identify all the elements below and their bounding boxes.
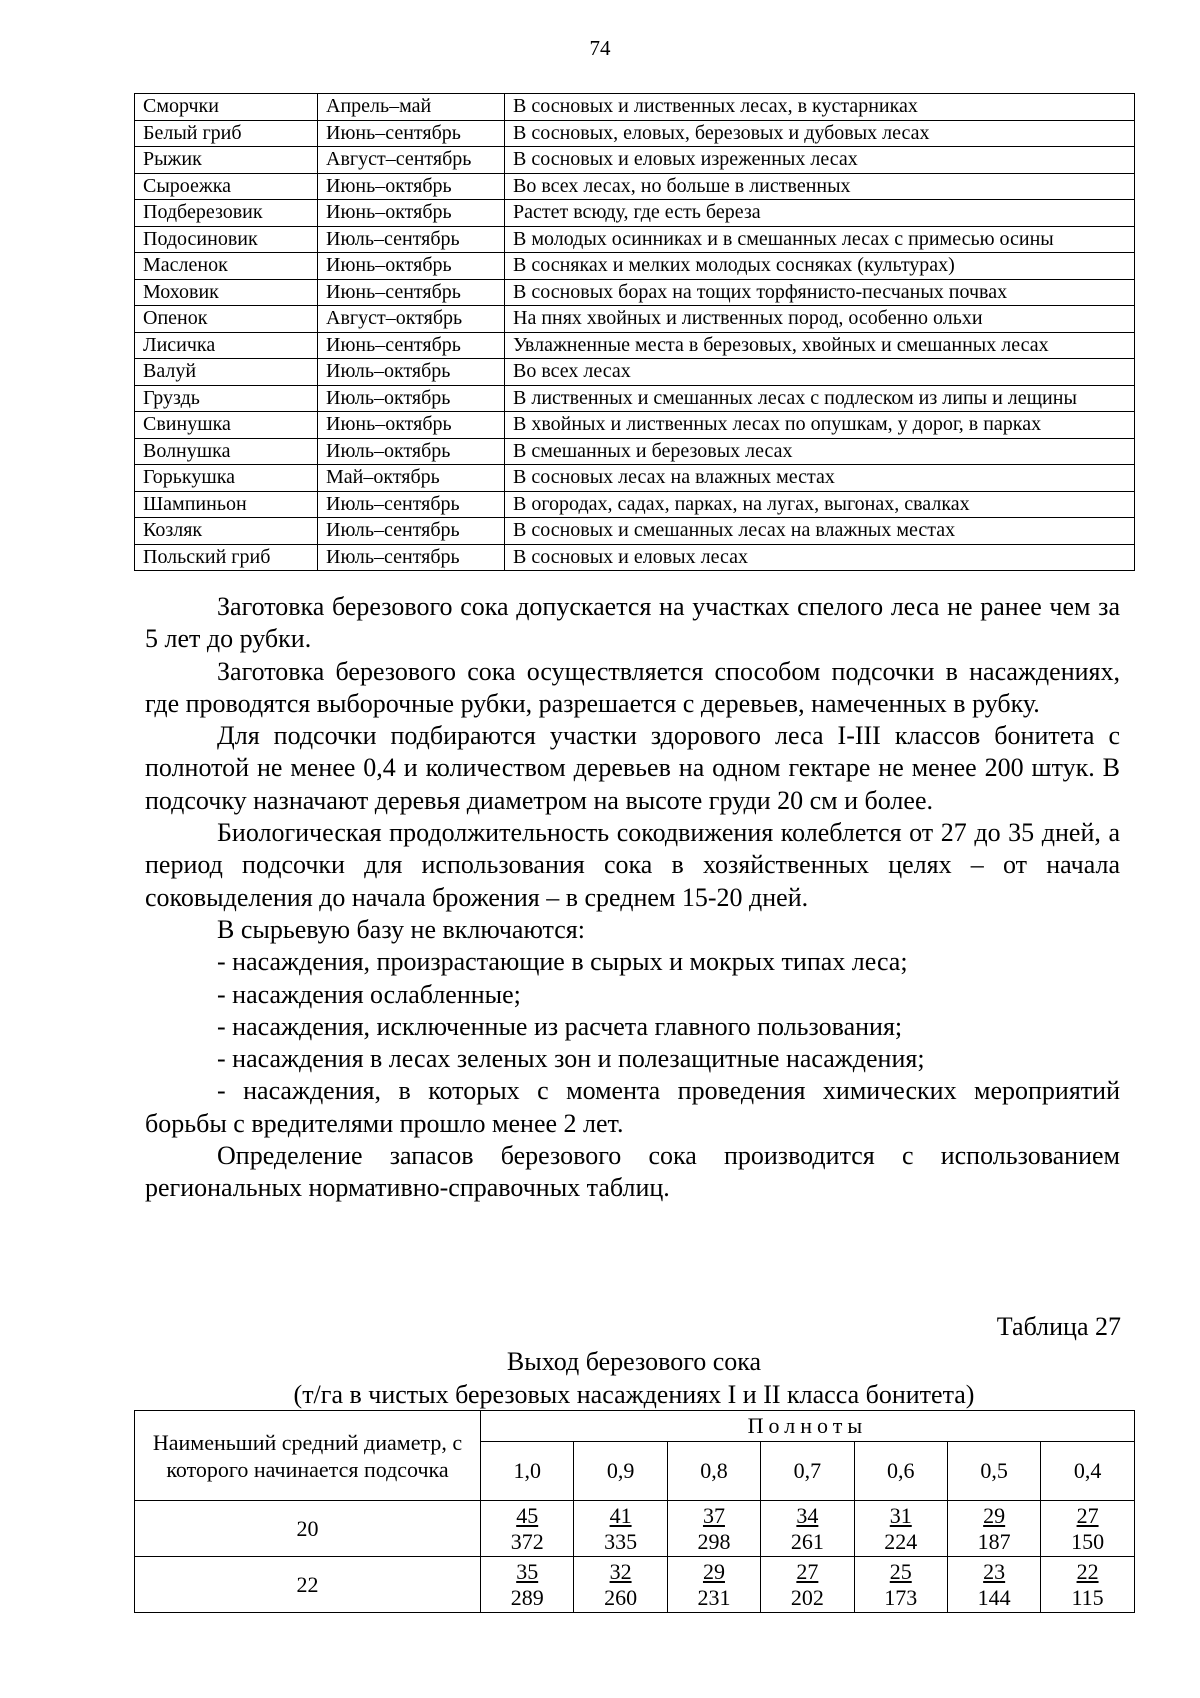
season-cell: Июль–октябрь [318, 359, 505, 386]
table-row [135, 120, 1135, 147]
table-row [135, 147, 1135, 174]
table-row [135, 385, 1135, 412]
yield-top-value: 35 [516, 1558, 539, 1584]
table-row [135, 465, 1135, 492]
page-number: 74 [589, 36, 611, 60]
yield-bottom-value: 335 [604, 1528, 638, 1554]
table-row [135, 1501, 1135, 1557]
mushroom-name-cell: Рыжик [135, 147, 318, 174]
polnota-value: 1,0 [481, 1442, 574, 1501]
yield-top-value: 41 [609, 1502, 632, 1528]
table-row [135, 306, 1135, 333]
yield-bottom-value: 144 [977, 1584, 1011, 1610]
paragraph: Для подсочки подбираются участки здорового леса I-III классов бонитета с полнотой не менее 0,4 и количеством деревьев на одном гектаре не менее 200 штук. В подсочку назначают деревья диаметром на высоте груди 20 см и более. [145, 721, 1120, 815]
season-cell: Июль–сентябрь [318, 544, 505, 571]
habitat-cell: На пнях хвойных и лиственных пород, особенно ольхи [505, 306, 1135, 333]
table-row [135, 173, 1135, 200]
habitat-cell: В лиственных и смешанных лесах с подлеском из липы и лещины [505, 385, 1135, 412]
table-row [135, 438, 1135, 465]
yield-cell [947, 1557, 1040, 1613]
yield-cell [574, 1557, 667, 1613]
mushroom-name-cell: Подберезовик [135, 200, 318, 227]
habitat-cell: В сосновых лесах на влажных местах [505, 465, 1135, 492]
mushroom-name-cell: Свинушка [135, 412, 318, 439]
list-item: - насаждения, в которых с момента проведения химических мероприятий борьбы с вредителями прошло менее 2 лет. [145, 1076, 1120, 1138]
polnota-value: 0,8 [667, 1442, 760, 1501]
season-cell: Июль–сентябрь [318, 226, 505, 253]
mushroom-name-cell: Козляк [135, 518, 318, 545]
polnota-value: 0,9 [574, 1442, 667, 1501]
habitat-cell: В молодых осинниках и в смешанных лесах с примесью осины [505, 226, 1135, 253]
list-item: - насаждения, произрастающие в сырых и мокрых типах леса; [217, 947, 908, 977]
mushroom-name-cell: Сыроежка [135, 173, 318, 200]
yield-top-value: 22 [1076, 1558, 1099, 1584]
table-row [135, 518, 1135, 545]
yield-bottom-value: 150 [1071, 1528, 1105, 1554]
list-item: - насаждения в лесах зеленых зон и полезащитные насаждения; [217, 1044, 925, 1074]
habitat-cell: В хвойных и лиственных лесах по опушкам, у дорог, в парках [505, 412, 1135, 439]
habitat-cell: В огородах, садах, парках, на лугах, выгонах, свалках [505, 491, 1135, 518]
season-cell: Июль–октябрь [318, 438, 505, 465]
yield-top-value: 34 [796, 1502, 819, 1528]
season-cell: Август–сентябрь [318, 147, 505, 174]
body-text [145, 591, 1120, 1205]
season-cell: Июнь–октябрь [318, 412, 505, 439]
yield-bottom-value: 260 [604, 1584, 638, 1610]
polnota-value: 0,5 [947, 1442, 1040, 1501]
season-cell: Июль–сентябрь [318, 518, 505, 545]
table-row [135, 226, 1135, 253]
yield-top-value: 32 [609, 1558, 632, 1584]
yield-top-value: 37 [702, 1502, 725, 1528]
yield-cell [947, 1501, 1040, 1557]
yield-bottom-value: 173 [884, 1584, 918, 1610]
yield-cell [1041, 1557, 1134, 1613]
habitat-cell: В смешанных и березовых лесах [505, 438, 1135, 465]
habitat-cell: Растет всюду, где есть береза [505, 200, 1135, 227]
mushroom-name-cell: Масленок [135, 253, 318, 280]
yield-bottom-value: 231 [697, 1584, 731, 1610]
yield-cell [667, 1557, 760, 1613]
yield-cell [481, 1557, 574, 1613]
yield-cell [574, 1501, 667, 1557]
season-cell: Июнь–сентябрь [318, 332, 505, 359]
polnota-value: 0,7 [761, 1442, 854, 1501]
yield-cell [667, 1501, 760, 1557]
diameter-header: Наименьший средний диаметр, с которого начинается подсочка [135, 1411, 481, 1501]
table-subtitle-line: (т/га в чистых березовых насаждениях I и II класса бонитета) [293, 1380, 975, 1409]
yield-top-value: 27 [1076, 1502, 1099, 1528]
season-cell: Июнь–октябрь [318, 173, 505, 200]
table-row [135, 491, 1135, 518]
yield-bottom-value: 224 [884, 1528, 918, 1554]
season-cell: Июнь–октябрь [318, 200, 505, 227]
yield-top-value: 29 [983, 1502, 1006, 1528]
season-cell: Июль–октябрь [318, 385, 505, 412]
season-cell: Май–октябрь [318, 465, 505, 492]
habitat-cell: В сосновых и еловых лесах [505, 544, 1135, 571]
table-title [134, 1345, 1134, 1411]
table-row [135, 332, 1135, 359]
yield-bottom-value: 115 [1071, 1584, 1104, 1610]
mushroom-name-cell: Лисичка [135, 332, 318, 359]
yield-bottom-value: 261 [790, 1528, 824, 1554]
list-item: - насаждения, исключенные из расчета главного пользования; [217, 1011, 903, 1041]
yield-cell [1041, 1501, 1134, 1557]
table-row [135, 279, 1135, 306]
season-cell: Июль–сентябрь [318, 491, 505, 518]
diameter-cell: 22 [135, 1557, 481, 1613]
mushroom-name-cell: Белый гриб [135, 120, 318, 147]
season-cell: Июнь–сентябрь [318, 279, 505, 306]
yield-cell [481, 1501, 574, 1557]
mushroom-name-cell: Подосиновик [135, 226, 318, 253]
habitat-cell: Во всех лесах, но больше в лиственных [505, 173, 1135, 200]
header-row [135, 1411, 1135, 1442]
paragraph: Определение запасов березового сока производится с использованием региональных нормативно-справочных таблиц. [145, 1141, 1120, 1203]
mushroom-table [134, 93, 1135, 571]
paragraph: Биологическая продолжительность сокодвижения колеблется от 27 до 35 дней, а период подсочки для использования сока в хозяйственных целях – от начала соковыделения до начала брожения – в среднем 15-20 дней. [145, 818, 1120, 912]
yield-top-value: 31 [889, 1502, 912, 1528]
paragraph: В сырьевую базу не включаются: [217, 914, 585, 944]
habitat-cell: Во всех лесах [505, 359, 1135, 386]
table-row [135, 200, 1135, 227]
season-cell: Июнь–октябрь [318, 253, 505, 280]
habitat-cell: В сосняках и мелких молодых сосняках (культурах) [505, 253, 1135, 280]
yield-top-value: 45 [516, 1502, 539, 1528]
mushroom-name-cell: Волнушка [135, 438, 318, 465]
yield-bottom-value: 298 [697, 1528, 731, 1554]
table-row [135, 359, 1135, 386]
table-row [135, 544, 1135, 571]
yield-cell [761, 1501, 854, 1557]
season-cell: Август–октябрь [318, 306, 505, 333]
habitat-cell: В сосновых, еловых, березовых и дубовых лесах [505, 120, 1135, 147]
yield-bottom-value: 202 [790, 1584, 824, 1610]
yield-cell [761, 1557, 854, 1613]
table-title-line: Выход березового сока [506, 1347, 762, 1376]
table-label: Таблица 27 [996, 1312, 1121, 1341]
paragraph: Заготовка березового сока осуществляется способом подсочки в насаждениях, где проводятся выборочные рубки, разрешается с деревьев, намеченных в рубку. [145, 656, 1120, 718]
diameter-cell: 20 [135, 1501, 481, 1557]
paragraph: Заготовка березового сока допускается на участках спелого леса не ранее чем за 5 лет до рубки. [145, 592, 1120, 654]
yield-top-value: 27 [796, 1558, 819, 1584]
sap-yield-table [134, 1410, 1135, 1613]
yield-bottom-value: 289 [510, 1584, 544, 1610]
mushroom-name-cell: Сморчки [135, 94, 318, 121]
yield-bottom-value: 372 [510, 1528, 544, 1554]
mushroom-name-cell: Моховик [135, 279, 318, 306]
yield-top-value: 25 [889, 1558, 912, 1584]
season-cell: Апрель–май [318, 94, 505, 121]
table-row [135, 94, 1135, 121]
mushroom-name-cell: Шампиньон [135, 491, 318, 518]
mushroom-name-cell: Польский гриб [135, 544, 318, 571]
table-row [135, 412, 1135, 439]
habitat-cell: В сосновых и лиственных лесах, в кустарниках [505, 94, 1135, 121]
habitat-cell: В сосновых борах на тощих торфянисто-песчаных почвах [505, 279, 1135, 306]
mushroom-name-cell: Груздь [135, 385, 318, 412]
polnota-value: 0,6 [854, 1442, 947, 1501]
table-row [135, 1557, 1135, 1613]
habitat-cell: Увлажненные места в березовых, хвойных и смешанных лесах [505, 332, 1135, 359]
mushroom-name-cell: Валуй [135, 359, 318, 386]
table-row [135, 253, 1135, 280]
habitat-cell: В сосновых и еловых изреженных лесах [505, 147, 1135, 174]
yield-cell [854, 1501, 947, 1557]
season-cell: Июнь–сентябрь [318, 120, 505, 147]
yield-bottom-value: 187 [977, 1528, 1011, 1554]
yield-top-value: 23 [983, 1558, 1006, 1584]
polnoty-header: Полноты [481, 1411, 1135, 1442]
yield-top-value: 29 [702, 1558, 725, 1584]
habitat-cell: В сосновых и смешанных лесах на влажных местах [505, 518, 1135, 545]
yield-cell [854, 1557, 947, 1613]
list-item: - насаждения ослабленные; [217, 979, 521, 1009]
mushroom-name-cell: Опенок [135, 306, 318, 333]
mushroom-name-cell: Горькушка [135, 465, 318, 492]
polnota-value: 0,4 [1041, 1442, 1134, 1501]
